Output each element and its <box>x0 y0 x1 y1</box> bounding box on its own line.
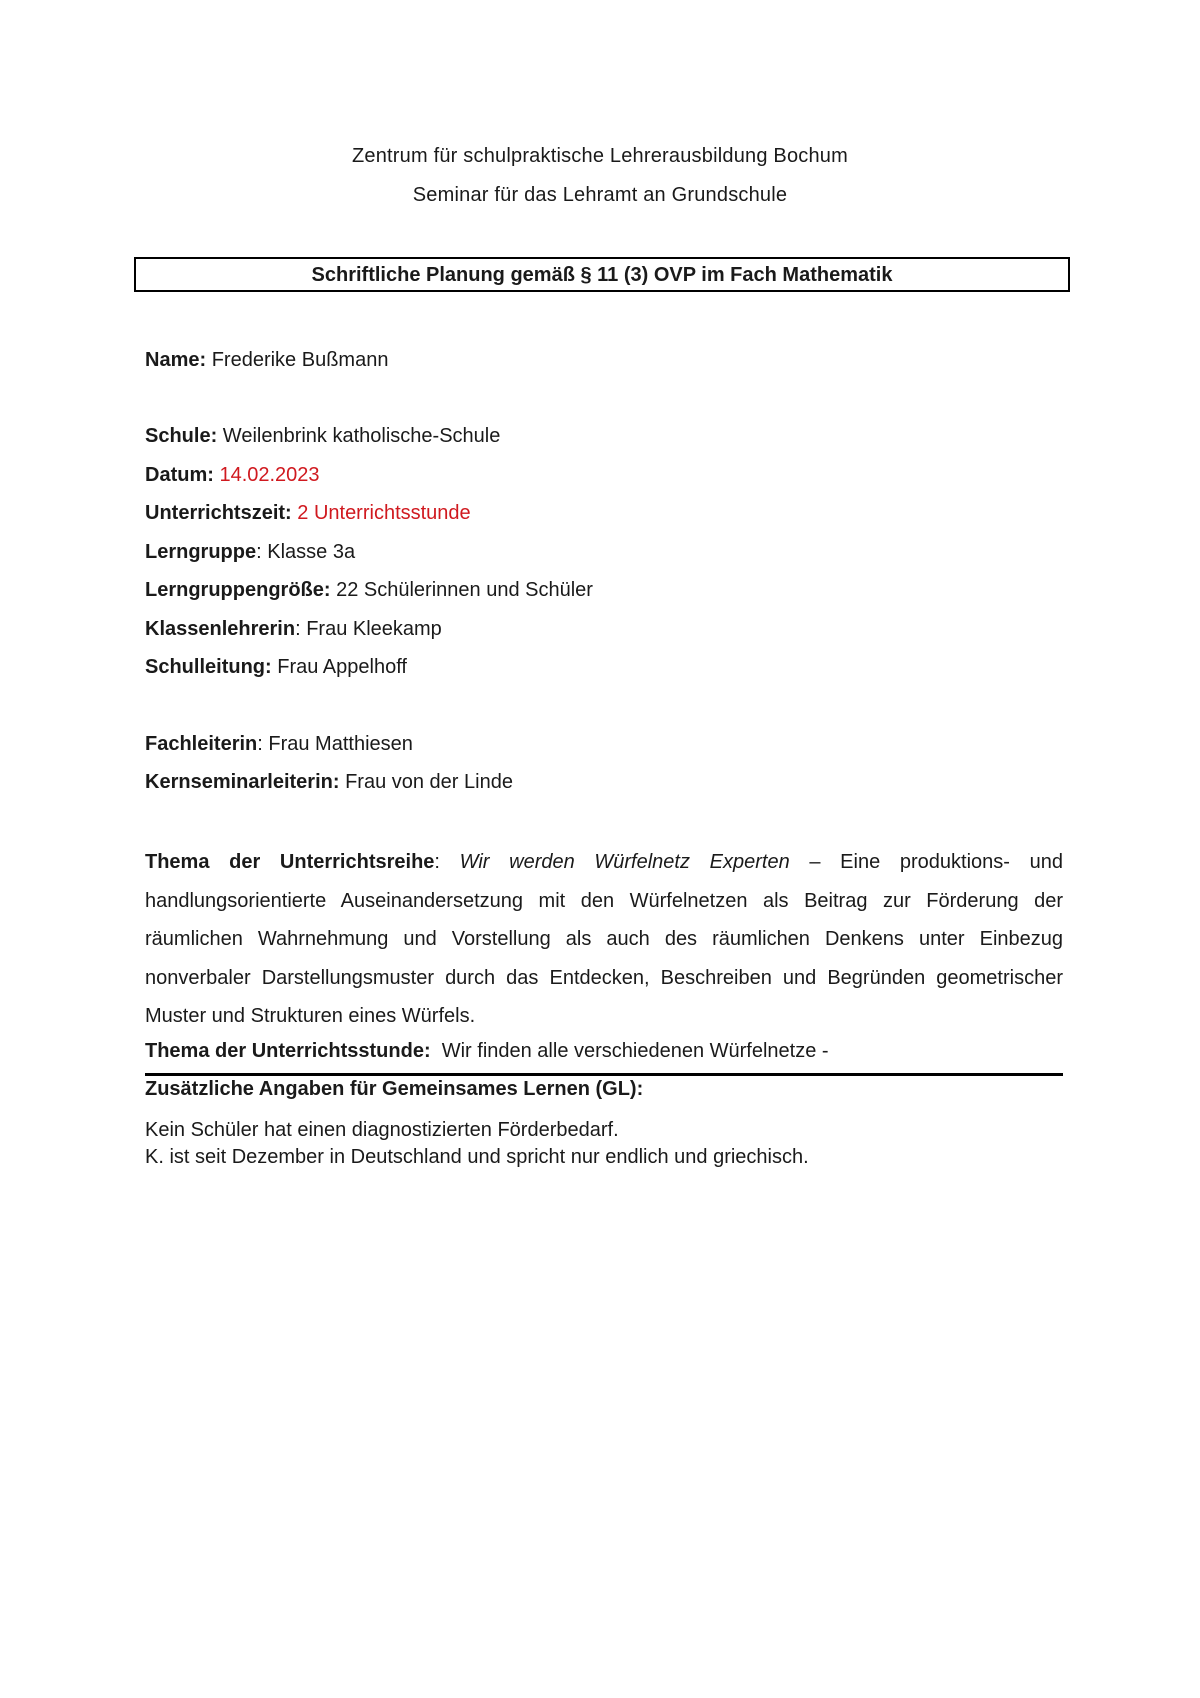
field-schule-label: Schule: <box>145 425 218 447</box>
field-schulleitung-label: Schulleitung: <box>145 656 272 678</box>
field-schulleitung <box>145 656 407 679</box>
thema-reihe-colon: : <box>434 851 460 873</box>
field-fachleiterin-value: : Frau Matthiesen <box>257 733 413 755</box>
thema-stunde-label: Thema der Unterrichtsstunde: <box>145 1040 431 1062</box>
gl-line-2: K. ist seit Dezember in Deutschland und spricht nur endlich und griechisch. <box>145 1146 809 1168</box>
field-lerngruppengroesse-value: 22 Schülerinnen und Schüler <box>330 579 593 601</box>
field-klassenlehrerin-label: Klassenlehrerin <box>145 618 296 640</box>
field-unterrichtszeit-value: 2 Unterrichtsstunde <box>291 502 471 524</box>
field-schule-value: Weilenbrink katholische-Schule <box>217 425 501 447</box>
thema-unterrichtsstunde <box>145 1040 829 1063</box>
field-schule <box>145 425 500 448</box>
document-title: Schriftliche Planung gemäß § 11 (3) OVP im Fach Mathematik <box>134 257 1070 292</box>
field-klassenlehrerin-value: : Frau Kleekamp <box>295 618 442 640</box>
field-name-value: Frederike Bußmann <box>206 349 389 371</box>
field-lerngruppe-value: : Klasse 3a <box>256 541 356 563</box>
thema-stunde-text: Wir finden alle verschiedenen Würfelnetze - <box>430 1040 829 1062</box>
field-name-label: Name: <box>145 349 207 371</box>
field-lerngruppengroesse-label: Lerngruppengröße: <box>145 579 331 601</box>
field-kernseminarleiterin-value: Frau von der Linde <box>339 771 513 793</box>
field-lerngruppe-label: Lerngruppe <box>145 541 257 563</box>
field-datum-label: Datum: <box>145 464 214 486</box>
field-schulleitung-value: Frau Appelhoff <box>271 656 407 678</box>
field-lerngruppengroesse <box>145 579 593 602</box>
section-divider <box>145 1073 1063 1076</box>
field-unterrichtszeit <box>145 502 471 525</box>
field-kernseminarleiterin-label: Kernseminarleiterin: <box>145 771 340 793</box>
field-lerngruppe <box>145 541 355 564</box>
field-datum <box>145 464 320 487</box>
field-fachleiterin-label: Fachleiterin <box>145 733 258 755</box>
field-unterrichtszeit-label: Unterrichtszeit: <box>145 502 292 524</box>
field-fachleiterin <box>145 733 413 756</box>
institution-heading: Zentrum für schulpraktische Lehrerausbildung Bochum <box>351 145 848 167</box>
thema-unterrichtsreihe <box>145 843 1063 1036</box>
field-datum-value: 14.02.2023 <box>213 464 320 486</box>
gl-heading: Zusätzliche Angaben für Gemeinsames Lernen (GL): <box>145 1078 644 1100</box>
thema-reihe-italic: Wir werden Würfelnetz Experten <box>459 851 790 873</box>
field-name <box>145 349 388 372</box>
seminar-heading: Seminar für das Lehramt an Grundschule <box>412 184 788 206</box>
field-klassenlehrerin <box>145 618 442 641</box>
thema-reihe-label: Thema der Unterrichtsreihe <box>145 851 435 873</box>
field-kernseminarleiterin <box>145 771 513 794</box>
gl-line-1: Kein Schüler hat einen diagnostizierten Förderbedarf. <box>145 1119 619 1141</box>
thema-reihe-text: – Eine produktions- und handlungsorientierte Auseinandersetzung mit den Würfelnetzen als Beitrag zur Förderung der räumlichen Wahrnehmung und Vorstellung als auch des räumlichen Denkens unter Einbezug nonverbaler Darstellungsmuster durch das Entdecken, Beschreiben und Begründen geometrischer Muster und Strukturen eines Würfels. <box>145 851 1063 1027</box>
